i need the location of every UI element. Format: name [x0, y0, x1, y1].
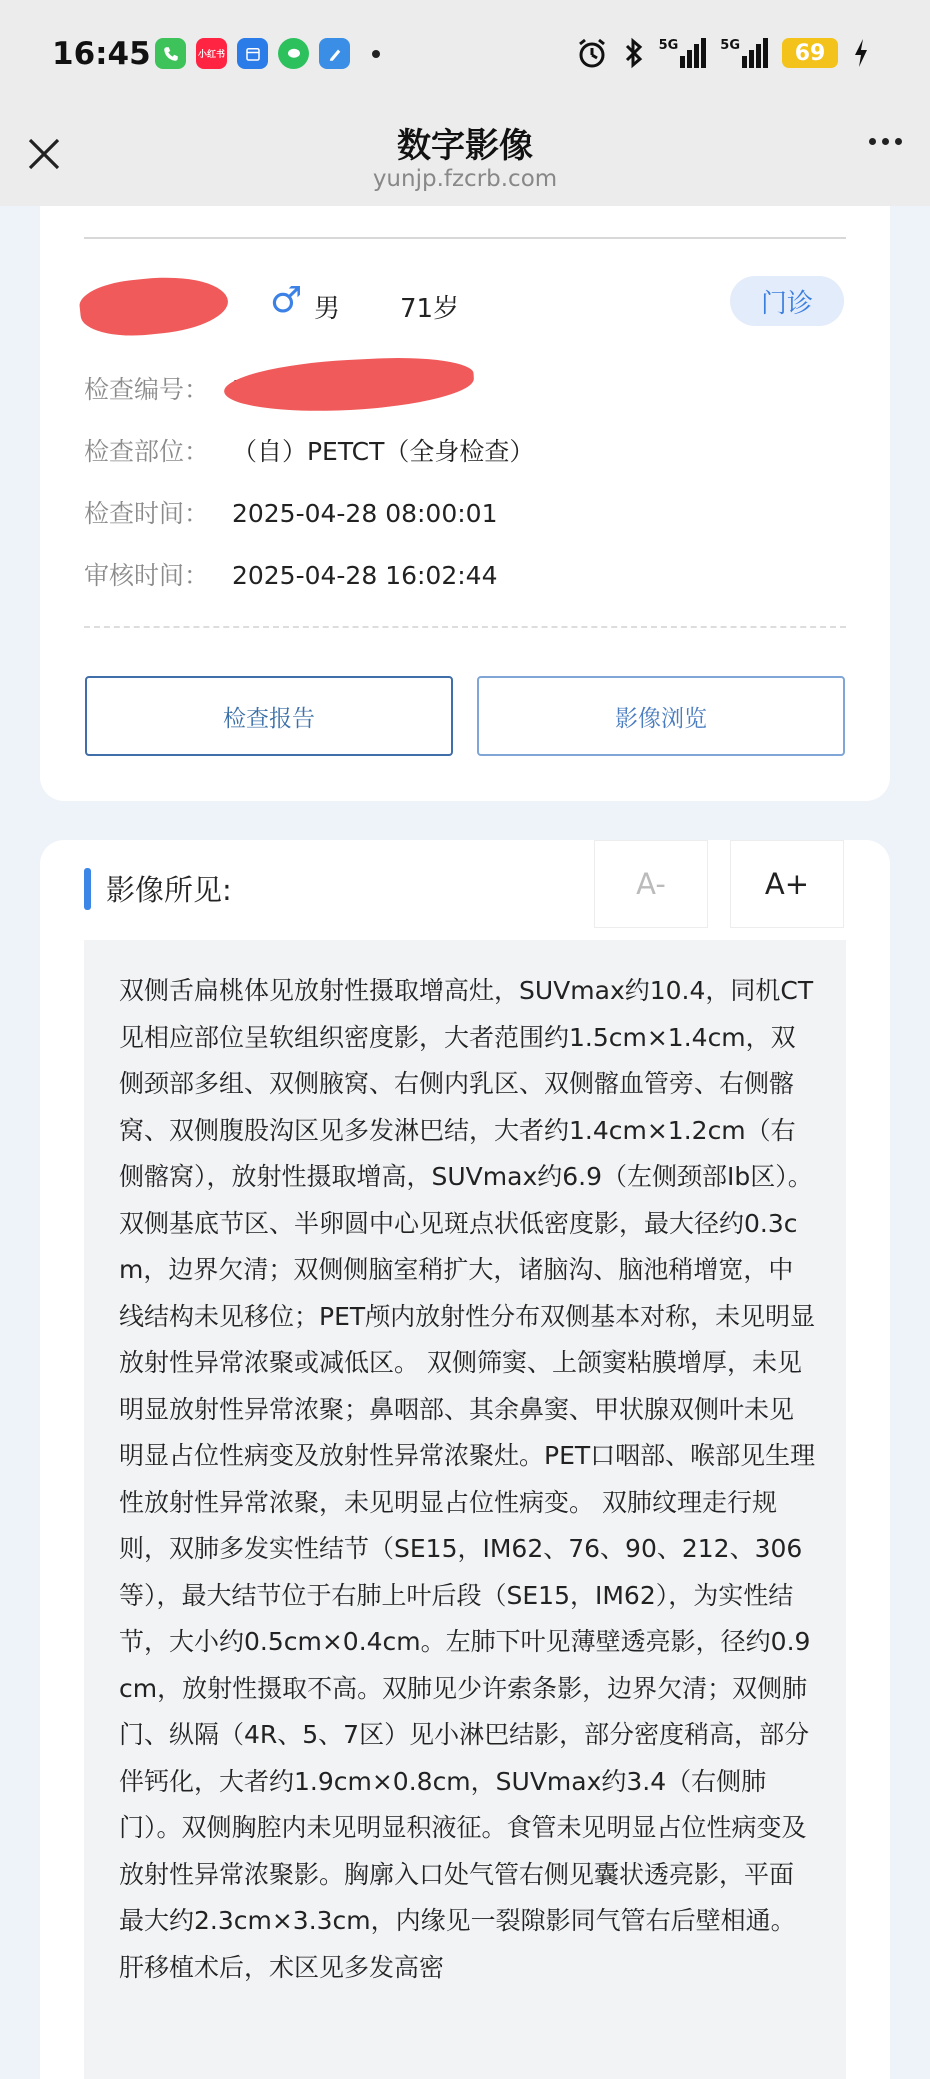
alarm-icon	[575, 36, 609, 70]
dashed-divider	[84, 626, 846, 628]
more-notifications-dot	[372, 50, 380, 58]
battery-icon: 69	[782, 38, 838, 68]
visit-type-badge: 门诊	[730, 276, 844, 326]
phone-app-icon	[155, 38, 186, 69]
findings-title: 影像所见:	[106, 873, 232, 907]
exam-part-label: 检查部位：	[84, 437, 210, 466]
signal-icon-2: 5G	[720, 38, 768, 68]
redacted-name	[77, 270, 230, 341]
patient-age: 71岁	[400, 294, 460, 324]
male-icon: ♂	[270, 280, 303, 321]
font-decrease-button[interactable]: A-	[594, 840, 708, 928]
notification-icons	[155, 38, 380, 69]
patient-gender: 男	[314, 294, 341, 324]
divider	[84, 237, 846, 239]
review-time-label: 审核时间：	[84, 561, 210, 590]
review-time-row	[84, 556, 497, 592]
notes-app-icon	[319, 38, 350, 69]
exam-time-row	[84, 494, 497, 530]
more-menu-icon[interactable]	[869, 138, 902, 145]
xiaohongshu-app-icon: 小红书	[196, 38, 227, 69]
exam-part-row	[84, 432, 534, 468]
bluetooth-icon	[623, 37, 645, 69]
image-browse-button[interactable]: 影像浏览	[477, 676, 845, 756]
calendar-app-icon	[237, 38, 268, 69]
exam-part-value: （自）PETCT（全身检查）	[231, 437, 535, 466]
findings-content	[84, 940, 846, 2079]
status-bar	[0, 0, 930, 110]
exam-report-button[interactable]: 检查报告	[85, 676, 453, 756]
patient-summary	[84, 276, 844, 332]
exam-time-value: 2025-04-28 08:00:01	[231, 499, 498, 528]
exam-id-row	[84, 370, 254, 406]
system-status	[575, 36, 870, 70]
nav-bar	[0, 110, 930, 206]
exam-id-label: 检查编号：	[84, 375, 210, 404]
page-title: 数字影像	[397, 126, 533, 166]
exam-time-label: 检查时间：	[84, 499, 210, 528]
charging-icon	[852, 37, 870, 69]
findings-text: 双侧舌扁桃体见放射性摄取增高灶，SUVmax约10.4，同机CT见相应部位呈软组织密度影，大者范围约1.5cm×1.4cm，双侧颈部多组、双侧腋窝、右侧内乳区、双侧髂血管旁、右侧髂窝、双侧腹股沟区见多发淋巴结，大者约1.4cm×1.2cm（右侧髂窝），放射性摄取增高，SUVmax约6.9（左侧颈部Ib区）。 双侧基底节区、半卵圆中心见斑点状低密度影，最大径约0.3cm，边界欠清；双侧侧脑室稍扩大，诸脑沟、脑池稍增宽，中线结构未见移位；PET颅内放射性分布双侧基本对称，未见明显放射性异常浓聚或减低区。 双侧筛窦、上颌窦粘膜增厚，未见明显放射性异常浓聚；鼻咽部、其余鼻窦、甲状腺双侧叶未见明显占位性病变及放射性异常浓聚灶。PET口咽部、喉部见生理性放射性异常浓聚，未见明显占位性病变。 双肺纹理走行规则，双肺多发实性结节（SE15，IM62、76、90、212、306等），最大结节位于右肺上叶后段（SE15，IM62），为实性结节，大小约0.5cm×0.4cm。左肺下叶见薄壁透亮影，径约0.9cm，放射性摄取不高。双肺见少许索条影，边界欠清；双侧肺门、纵隔（4R、5、7区）见小淋巴结影，部分密度稍高，部分伴钙化，大者约1.9cm×0.8cm，SUVmax约3.4（右侧肺门）。双侧胸腔内未见明显积液征。食管未见明显占位性病变及放射性异常浓聚影。胸廓入口处气管右侧见囊状透亮影，平面最大约2.3cm×3.3cm，内缘见一裂隙影同气管右后壁相通。 肝移植术后，术区见多发高密	[119, 976, 816, 1982]
review-time-value: 2025-04-28 16:02:44	[231, 561, 498, 590]
signal-icon: 5G	[659, 38, 707, 68]
redacted-exam-id	[223, 353, 475, 416]
patient-info-card	[40, 206, 890, 801]
font-increase-button[interactable]: A+	[730, 840, 844, 928]
clock: 16:45	[52, 36, 151, 72]
findings-card	[40, 840, 890, 2079]
wechat-app-icon	[278, 38, 309, 69]
section-accent-bar	[84, 868, 91, 910]
page-domain: yunjp.fzcrb.com	[372, 166, 558, 192]
